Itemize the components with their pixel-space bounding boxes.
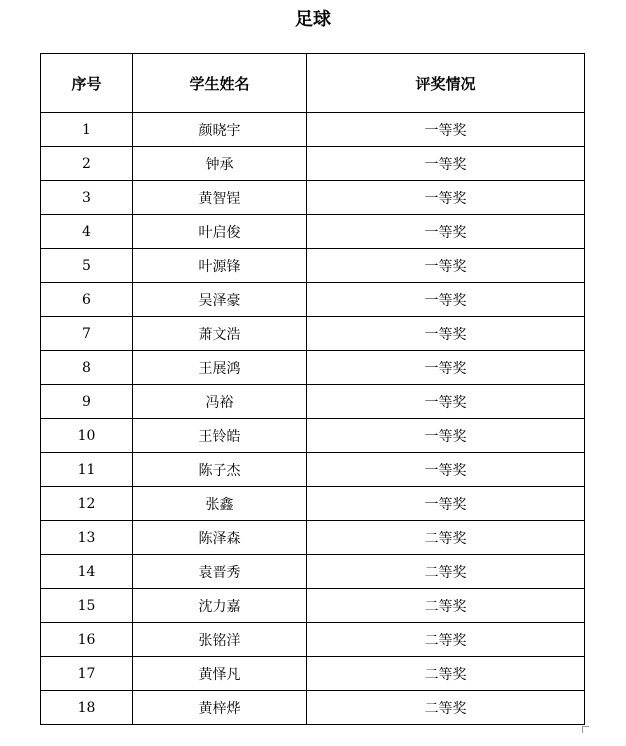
award-level: 一等奖 — [307, 147, 585, 181]
award-level: 二等奖 — [307, 657, 585, 691]
table-row — [41, 487, 585, 521]
table-row — [41, 555, 585, 589]
row-number: 15 — [41, 589, 133, 623]
award-level: 一等奖 — [307, 215, 585, 249]
row-number: 4 — [41, 215, 133, 249]
table-row — [41, 385, 585, 419]
row-number: 9 — [41, 385, 133, 419]
student-name: 黄怿凡 — [133, 657, 307, 691]
table-row — [41, 623, 585, 657]
student-name: 袁晋秀 — [133, 555, 307, 589]
row-number: 14 — [41, 555, 133, 589]
header-award-status: 评奖情况 — [307, 54, 585, 113]
table-row — [41, 419, 585, 453]
student-name: 黄梓烨 — [133, 691, 307, 725]
table-row — [41, 147, 585, 181]
row-number: 17 — [41, 657, 133, 691]
table-row — [41, 657, 585, 691]
award-level: 二等奖 — [307, 589, 585, 623]
row-number: 18 — [41, 691, 133, 725]
student-name: 沈力嘉 — [133, 589, 307, 623]
student-name: 叶启俊 — [133, 215, 307, 249]
award-level: 一等奖 — [307, 487, 585, 521]
row-number: 10 — [41, 419, 133, 453]
table-row — [41, 113, 585, 147]
award-level: 一等奖 — [307, 351, 585, 385]
award-level: 二等奖 — [307, 691, 585, 725]
award-level: 一等奖 — [307, 419, 585, 453]
award-level: 一等奖 — [307, 453, 585, 487]
student-name: 陈子杰 — [133, 453, 307, 487]
row-number: 8 — [41, 351, 133, 385]
row-number: 7 — [41, 317, 133, 351]
student-name: 王铃皓 — [133, 419, 307, 453]
row-number: 5 — [41, 249, 133, 283]
row-number: 3 — [41, 181, 133, 215]
table-header-row — [41, 54, 585, 113]
page-corner-mark — [582, 726, 589, 733]
table-row — [41, 181, 585, 215]
table-row — [41, 691, 585, 725]
row-number: 13 — [41, 521, 133, 555]
award-level: 二等奖 — [307, 521, 585, 555]
table-row — [41, 249, 585, 283]
award-level: 一等奖 — [307, 113, 585, 147]
award-table — [40, 53, 585, 725]
header-student-name: 学生姓名 — [133, 54, 307, 113]
row-number: 12 — [41, 487, 133, 521]
student-name: 叶源锋 — [133, 249, 307, 283]
student-name: 冯裕 — [133, 385, 307, 419]
student-name: 萧文浩 — [133, 317, 307, 351]
student-name: 黄智锃 — [133, 181, 307, 215]
award-level: 一等奖 — [307, 181, 585, 215]
row-number: 2 — [41, 147, 133, 181]
row-number: 1 — [41, 113, 133, 147]
table-row — [41, 589, 585, 623]
row-number: 11 — [41, 453, 133, 487]
table-row — [41, 317, 585, 351]
award-level: 一等奖 — [307, 249, 585, 283]
table-row — [41, 521, 585, 555]
award-level: 一等奖 — [307, 283, 585, 317]
student-name: 吴泽豪 — [133, 283, 307, 317]
student-name: 张鑫 — [133, 487, 307, 521]
header-serial-number: 序号 — [41, 54, 133, 113]
table-row — [41, 351, 585, 385]
student-name: 钟承 — [133, 147, 307, 181]
document-title: 足球 — [295, 9, 331, 30]
student-name: 王展鸿 — [133, 351, 307, 385]
award-level: 一等奖 — [307, 317, 585, 351]
student-name: 张铭洋 — [133, 623, 307, 657]
student-name: 颜晓宇 — [133, 113, 307, 147]
student-name: 陈泽森 — [133, 521, 307, 555]
table-row — [41, 453, 585, 487]
row-number: 16 — [41, 623, 133, 657]
table-row — [41, 215, 585, 249]
row-number: 6 — [41, 283, 133, 317]
award-level: 二等奖 — [307, 623, 585, 657]
award-level: 二等奖 — [307, 555, 585, 589]
table-row — [41, 283, 585, 317]
award-level: 一等奖 — [307, 385, 585, 419]
